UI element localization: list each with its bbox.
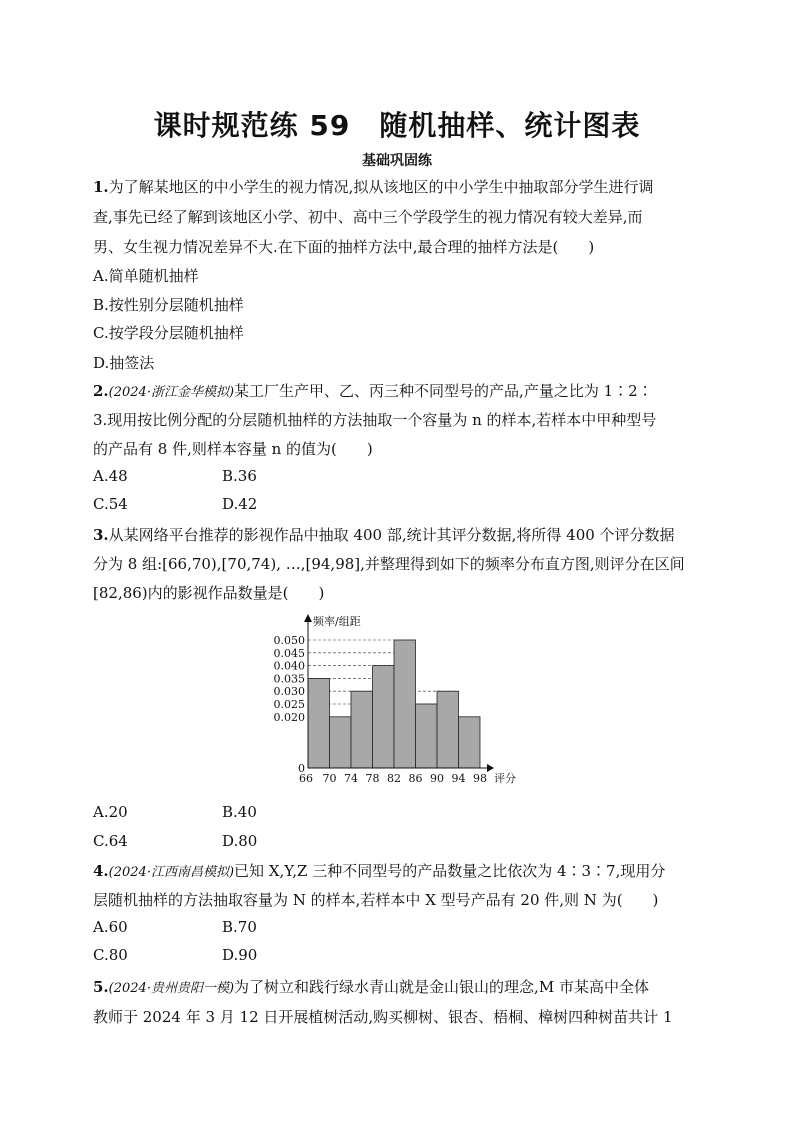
q3-line-1: 3.从某网络平台推荐的影视作品中抽取 400 部,统计其评分数据,将所得 400 个评分数据: [93, 526, 675, 544]
q1-option-c: C.按学段分层随机抽样: [93, 324, 244, 342]
origin-label: 0: [298, 762, 305, 775]
q2-line-2: 3.现用按比例分配的分层随机抽样的方法抽取一个容量为 n 的样本,若样本中甲种型号: [93, 411, 657, 429]
bar-5: [416, 704, 438, 768]
q1-line-2: 查,事先已经了解到该地区小学、初中、高中三个学段学生的视力情况有较大差异,而: [93, 208, 643, 226]
x-tick-label-5: 86: [408, 772, 423, 785]
q2-option-b: B.36: [222, 467, 257, 485]
q5-number: 5.: [93, 978, 109, 996]
q3-option-a: A.20: [93, 803, 128, 821]
bar-6: [437, 691, 459, 768]
y-tick-label-5: 0.025: [273, 698, 305, 711]
q1-option-a: A.简单随机抽样: [93, 267, 199, 285]
q4-line-2: 层随机抽样的方法抽取容量为 N 的样本,若样本中 X 型号产品有 20 件,则 N 为( ): [93, 891, 659, 909]
bar-7: [459, 717, 481, 768]
y-tick-label-3: 0.035: [273, 672, 305, 686]
q1-line-3: 男、女生视力情况差异不大.在下面的抽样方法中,最合理的抽样方法是( ): [93, 238, 595, 256]
page-title: 课时规范练 59 随机抽样、统计图表: [153, 109, 641, 142]
bar-1: [330, 717, 352, 768]
q4-option-b: B.70: [222, 918, 257, 936]
y-tick-label-2: 0.040: [273, 659, 305, 673]
q2-line-1: 2.(2024·浙江金华模拟)某工厂生产甲、乙、丙三种不同型号的产品,产量之比为 1∶2∶: [93, 382, 653, 400]
q3-line-2: 分为 8 组:[66,70),[70,74), …,[94,98],并整理得到如下的频率分布直方图,则评分在区间: [93, 555, 685, 573]
q4-number: 4.: [93, 862, 109, 880]
x-tick-label-2: 74: [344, 772, 358, 785]
q3-line-3: [82,86)内的影视作品数量是( ): [93, 584, 325, 602]
q1-option-b: B.按性别分层随机抽样: [93, 296, 244, 314]
q2-option-d: D.42: [222, 495, 258, 513]
y-tick-label-6: 0.020: [273, 710, 305, 724]
y-axis-arrow: [304, 614, 312, 622]
q2-option-c: C.54: [93, 495, 128, 513]
q1-option-d: D.抽签法: [93, 354, 155, 372]
y-tick-label-0: 0.050: [273, 634, 305, 647]
bar-3: [373, 666, 395, 768]
x-tick-label-7: 94: [451, 772, 466, 785]
x-tick-label-4: 82: [387, 772, 401, 785]
q3-option-d: D.80: [222, 832, 258, 850]
x-tick-label-3: 78: [365, 772, 380, 785]
y-axis-label: 频率/组距: [313, 615, 361, 628]
bar-0: [308, 678, 330, 768]
q4-option-a: A.60: [93, 918, 128, 936]
bar-4: [394, 640, 416, 768]
q5-line-2: 教师于 2024 年 3 月 12 日开展植树活动,购买柳树、银杏、梧桐、樟树四种树苗共计 1: [93, 1008, 673, 1026]
x-tick-label-6: 90: [430, 772, 444, 785]
x-tick-label-0: 66: [299, 772, 313, 785]
bar-2: [351, 691, 373, 768]
q3-option-b: B.40: [222, 803, 257, 821]
section-heading: 基础巩固练: [362, 153, 432, 169]
q4-line-1: 4.(2024·江西南昌模拟)已知 X,Y,Z 三种不同型号的产品数量之比依次为 4∶3∶7,现用分: [93, 862, 666, 880]
x-tick-label-8: 98: [473, 772, 487, 785]
q1-number: 1.: [93, 178, 109, 196]
y-tick-label-1: 0.045: [273, 646, 305, 660]
q2-option-a: A.48: [93, 467, 128, 485]
q2-number: 2.: [93, 382, 109, 400]
x-axis-arrow: [487, 764, 494, 772]
q5-source: (2024·贵州贵阳一模): [108, 981, 235, 996]
y-tick-label-4: 0.030: [273, 685, 305, 699]
q3-number: 3.: [93, 526, 109, 544]
q2-line-3: 的产品有 8 件,则样本容量 n 的值为( ): [93, 440, 373, 458]
q4-option-d: D.90: [222, 946, 258, 964]
x-axis-label: 评分: [494, 772, 516, 785]
q5-line-1: 5.(2024·贵州贵阳一模)为了树立和践行绿水青山就是金山银山的理念,M 市某高中全体: [93, 978, 649, 996]
x-tick-label-1: 70: [322, 772, 337, 785]
q1-line-1: 1.为了解某地区的中小学生的视力情况,拟从该地区的中小学生中抽取部分学生进行调: [93, 178, 654, 196]
q3-option-c: C.64: [93, 832, 128, 850]
q2-source: (2024·浙江金华模拟): [108, 385, 235, 400]
q4-source: (2024·江西南昌模拟): [108, 865, 235, 880]
q4-option-c: C.80: [93, 946, 128, 964]
